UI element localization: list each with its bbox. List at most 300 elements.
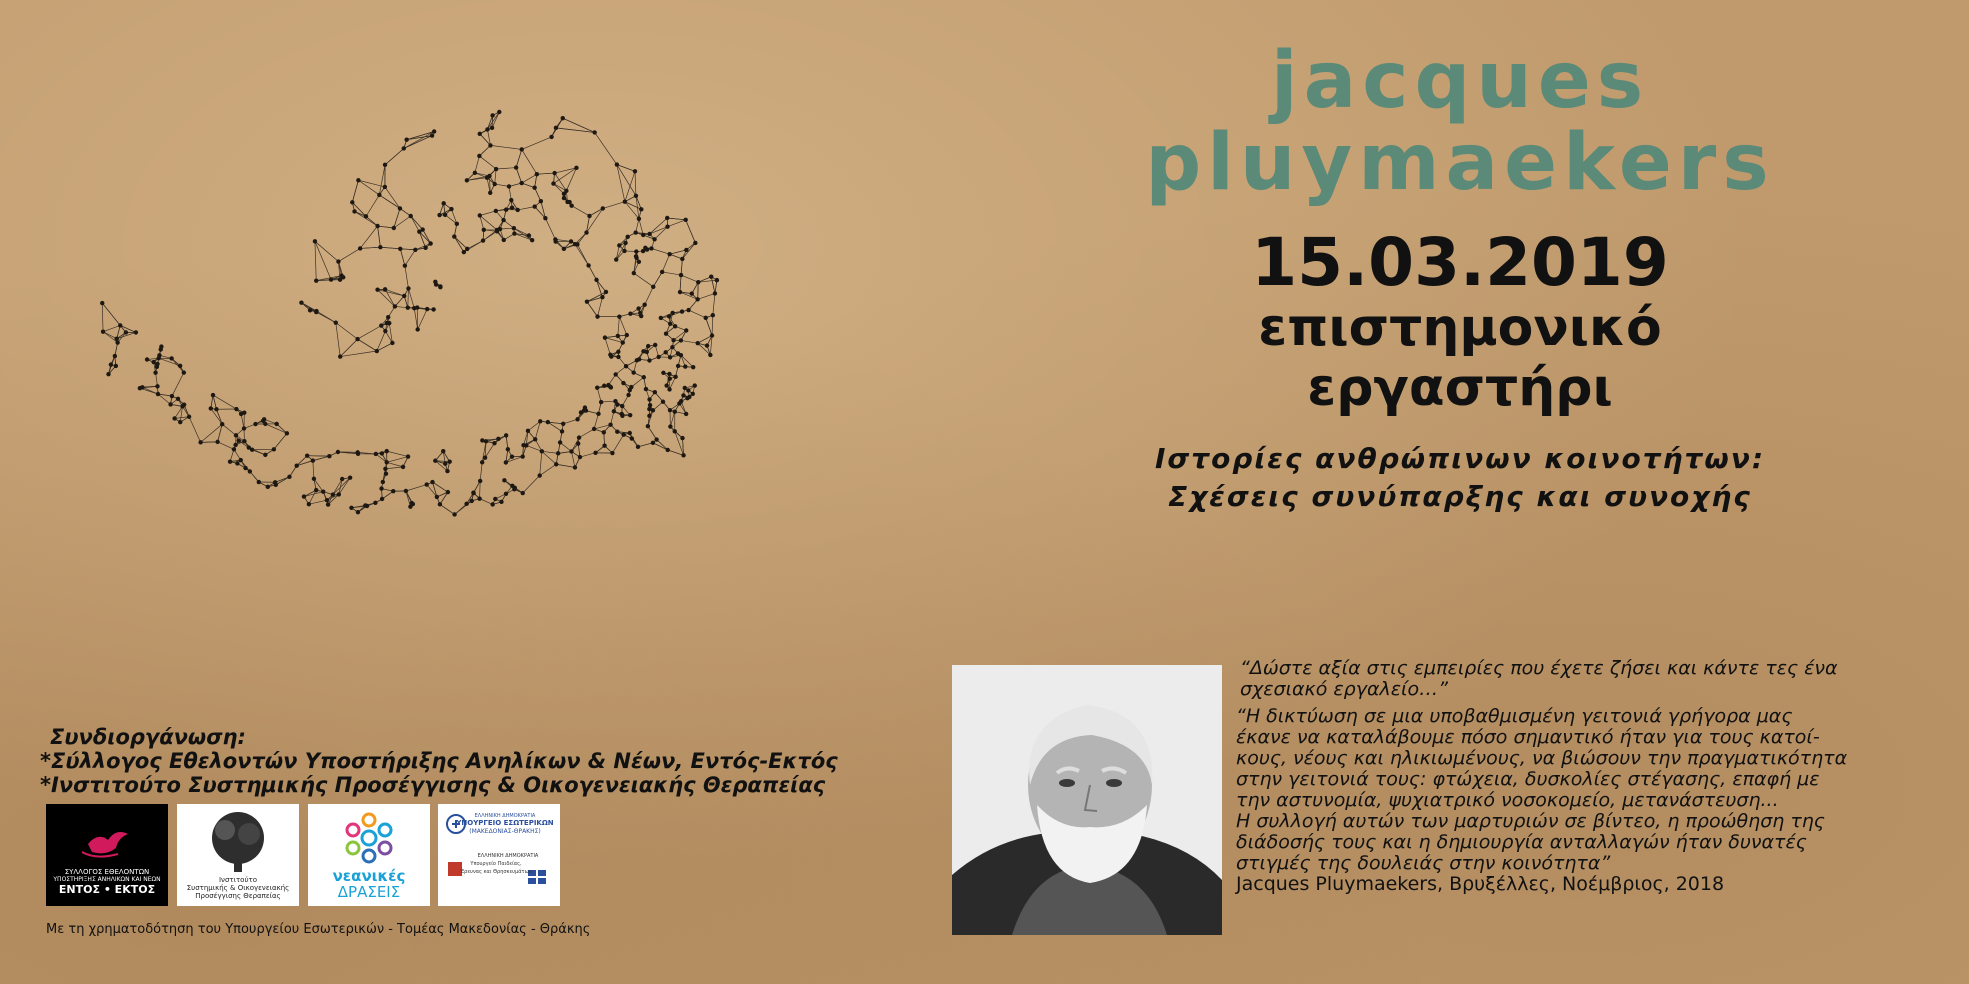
network-node xyxy=(262,417,266,421)
network-node xyxy=(642,375,646,379)
network-node xyxy=(234,407,238,411)
entos-ektos-line-2: ΥΠΟΣΤΗΡΙΞΗΣ ΑΝΗΛΙΚΩΝ ΚΑΙ ΝΕΩΝ xyxy=(53,876,161,883)
network-node xyxy=(708,353,712,357)
network-node xyxy=(380,497,384,501)
network-node xyxy=(693,241,697,245)
network-node xyxy=(381,480,385,484)
network-node xyxy=(690,291,694,295)
network-node xyxy=(670,311,674,315)
ministry-line-2: ΥΠΟΥΡΓΕΙΟ ΕΣΩΤΕΡΙΚΩΝ xyxy=(456,819,554,827)
network-node xyxy=(242,439,246,443)
network-node xyxy=(228,459,232,463)
network-node xyxy=(575,417,579,421)
network-node xyxy=(612,409,616,413)
network-node xyxy=(383,163,387,167)
network-node xyxy=(637,260,641,264)
network-node xyxy=(551,181,555,185)
network-node xyxy=(312,477,316,481)
network-node xyxy=(713,291,717,295)
network-node xyxy=(115,337,119,341)
co-organization xyxy=(40,725,838,797)
network-node xyxy=(329,277,333,281)
quote-signature: Jacques Pluymaekers, Βρυξέλλες, Νοέμβριος, 2018 xyxy=(1236,873,1725,895)
network-node xyxy=(214,407,218,411)
network-node xyxy=(488,191,492,195)
quote-line: Η συλλογή αυτών των μαρτυριών σε βίντεο, η προώθηση της xyxy=(1236,810,1825,832)
institute-line-2: Συστημικής & Οικογενειακής xyxy=(186,884,290,892)
network-node xyxy=(633,169,637,173)
network-node xyxy=(526,429,530,433)
subtitle-line-2: Σχέσεις συνύπαρξης και συνοχής xyxy=(1168,480,1752,513)
network-node xyxy=(647,397,651,401)
network-node xyxy=(423,246,427,250)
network-node xyxy=(469,499,473,503)
network-node xyxy=(556,451,560,455)
network-node xyxy=(109,362,113,366)
network-node xyxy=(452,234,456,238)
network-node xyxy=(552,171,556,175)
network-node xyxy=(385,460,389,464)
network-node xyxy=(386,315,390,319)
event-type-line-2: εργαστήρι xyxy=(1307,358,1613,418)
network-node xyxy=(553,237,557,241)
network-node xyxy=(710,333,714,337)
network-node xyxy=(253,422,257,426)
network-node xyxy=(634,194,638,198)
network-node xyxy=(401,465,405,469)
network-node xyxy=(634,230,638,234)
network-node xyxy=(569,449,573,453)
network-node xyxy=(445,469,449,473)
subtitle-line-1: Ιστορίες ανθρώπινων κοινοτήτων: xyxy=(1154,442,1766,475)
network-node xyxy=(603,335,607,339)
network-node xyxy=(594,278,598,282)
network-node xyxy=(124,330,128,334)
network-node xyxy=(695,297,699,301)
network-node xyxy=(561,422,565,426)
network-node xyxy=(670,345,674,349)
quote-line: διάδοσής τους και η δημιουργία ανταλλαγών ήταν δυνατές xyxy=(1236,831,1807,853)
network-node xyxy=(443,462,447,466)
network-node xyxy=(654,437,658,441)
network-node xyxy=(709,275,713,279)
network-node xyxy=(384,472,388,476)
network-node xyxy=(715,278,719,282)
network-node xyxy=(220,422,224,426)
network-node xyxy=(235,461,239,465)
network-node xyxy=(379,323,383,327)
quote-intro: “Δώστε αξία στις εμπειρίες που έχετε ζήσει και κάντε τες ένα σχεσιακό εργαλείο…” xyxy=(1240,657,1838,700)
network-node xyxy=(106,372,110,376)
network-node xyxy=(356,178,360,182)
network-node xyxy=(243,466,247,470)
network-node xyxy=(492,182,496,186)
network-node xyxy=(488,143,492,147)
network-node xyxy=(433,459,437,463)
network-node xyxy=(352,209,356,213)
network-node xyxy=(115,340,119,344)
network-node xyxy=(477,496,481,500)
network-node xyxy=(287,475,291,479)
network-node xyxy=(263,453,267,457)
network-node xyxy=(665,224,669,228)
network-node xyxy=(385,449,389,453)
network-node xyxy=(504,207,508,211)
network-node xyxy=(530,238,534,242)
network-node xyxy=(628,431,632,435)
network-node xyxy=(683,386,687,390)
event-subtitle xyxy=(1050,440,1870,516)
network-node xyxy=(415,305,419,309)
network-node xyxy=(621,381,625,385)
network-node xyxy=(499,500,503,504)
network-node xyxy=(331,492,335,496)
co-organizer-1: *Σύλλογος Εθελοντών Υποστήριξης Ανηλίκων & Νέων, Εντός-Εκτός xyxy=(40,749,838,773)
network-node xyxy=(704,316,708,320)
network-node xyxy=(565,200,569,204)
network-node xyxy=(305,453,309,457)
network-node xyxy=(678,290,682,294)
network-node xyxy=(512,231,516,235)
network-node xyxy=(538,419,542,423)
network-node xyxy=(434,282,438,286)
network-node xyxy=(446,490,450,494)
network-node xyxy=(628,312,632,316)
network-node xyxy=(616,355,620,359)
network-node xyxy=(668,322,672,326)
network-node xyxy=(653,390,657,394)
network-node xyxy=(512,226,516,230)
network-node xyxy=(651,408,655,412)
network-node xyxy=(676,351,680,355)
network-node xyxy=(478,213,482,217)
event-type xyxy=(1050,298,1870,418)
network-node xyxy=(639,207,643,211)
co-organization-heading: Συνδιοργάνωση: xyxy=(50,725,246,749)
network-node xyxy=(626,393,630,397)
ministry-logo xyxy=(438,804,560,906)
network-node xyxy=(623,200,627,204)
network-node xyxy=(514,165,518,169)
network-node xyxy=(242,426,246,430)
network-node xyxy=(478,132,482,136)
network-node xyxy=(398,206,402,210)
network-node xyxy=(649,246,653,250)
network-node xyxy=(145,357,149,361)
network-node xyxy=(637,357,641,361)
network-node xyxy=(169,356,173,360)
network-node xyxy=(430,133,434,137)
network-node xyxy=(623,241,627,245)
network-node xyxy=(425,307,429,311)
network-node xyxy=(686,308,690,312)
network-node xyxy=(573,465,577,469)
network-node xyxy=(622,249,626,253)
network-node xyxy=(696,341,700,345)
network-node xyxy=(693,383,697,387)
network-node xyxy=(375,224,379,228)
network-node xyxy=(673,324,677,328)
network-node xyxy=(473,171,477,175)
network-node xyxy=(155,362,159,366)
network-node xyxy=(409,214,413,218)
network-node xyxy=(584,230,588,234)
network-node xyxy=(424,482,428,486)
network-node xyxy=(647,232,651,236)
network-node xyxy=(257,480,261,484)
network-node xyxy=(408,505,412,509)
network-node xyxy=(519,181,523,185)
network-node xyxy=(574,166,578,170)
event-type-line-1: επιστημονικό xyxy=(1258,298,1662,358)
network-node xyxy=(178,364,182,368)
network-node xyxy=(379,486,383,490)
network-node xyxy=(632,271,636,275)
network-node xyxy=(696,280,700,284)
speaker-last-name: pluymaekers xyxy=(1145,118,1775,208)
network-node xyxy=(535,172,539,176)
network-node xyxy=(711,313,715,317)
network-node xyxy=(155,384,159,388)
network-node xyxy=(537,473,541,477)
network-node xyxy=(602,444,606,448)
network-node xyxy=(641,233,645,237)
network-node xyxy=(485,175,489,179)
network-node xyxy=(380,451,384,455)
network-node xyxy=(586,263,590,267)
network-node xyxy=(660,270,664,274)
network-node xyxy=(617,243,621,247)
network-node xyxy=(113,354,117,358)
network-node xyxy=(462,250,466,254)
speaker-quote xyxy=(1236,658,1926,895)
network-node xyxy=(151,360,155,364)
network-node xyxy=(383,329,387,333)
network-node xyxy=(665,216,669,220)
network-node xyxy=(485,127,489,131)
network-node xyxy=(683,218,687,222)
network-node xyxy=(646,344,650,348)
network-node xyxy=(337,492,341,496)
network-node xyxy=(393,304,397,308)
network-node xyxy=(615,162,619,166)
network-node xyxy=(484,439,488,443)
network-node xyxy=(614,257,618,261)
network-node xyxy=(600,295,604,299)
neanikes-line-2: ΔΡΑΣΕΙΣ xyxy=(337,883,401,901)
network-node xyxy=(239,458,243,462)
quote-line: στην γειτονιά τους: φτώχεια, δυσκολίες στέγασης, επαφή με xyxy=(1236,768,1820,790)
network-node xyxy=(443,213,447,217)
co-organizer-2: *Ινστιτούτο Συστημικής Προσέγγισης & Οικογενειακής Θεραπείας xyxy=(40,773,826,797)
network-node xyxy=(625,333,629,337)
network-node xyxy=(596,412,600,416)
network-node xyxy=(601,206,605,210)
network-node xyxy=(681,393,685,397)
network-node xyxy=(172,416,176,420)
network-node xyxy=(438,502,442,506)
network-node xyxy=(156,392,160,396)
network-node xyxy=(509,198,513,202)
network-node xyxy=(348,475,352,479)
network-node xyxy=(101,329,105,333)
network-node xyxy=(341,275,345,279)
network-node xyxy=(334,320,338,324)
network-node xyxy=(691,392,695,396)
network-node xyxy=(578,455,582,459)
quote-line: στιγμές της δουλειάς στην κοινότητα” xyxy=(1236,852,1611,874)
network-node xyxy=(652,237,656,241)
network-node xyxy=(170,394,174,398)
network-node xyxy=(668,377,672,381)
network-node xyxy=(554,126,558,130)
network-node xyxy=(266,485,270,489)
network-node xyxy=(187,415,191,419)
network-node xyxy=(532,204,536,208)
network-node xyxy=(506,447,510,451)
network-node xyxy=(651,441,655,445)
network-node xyxy=(307,502,311,506)
network-node xyxy=(653,343,657,347)
network-node xyxy=(350,200,354,204)
network-node xyxy=(533,437,537,441)
network-node xyxy=(114,364,118,368)
network-node xyxy=(680,257,684,261)
network-node xyxy=(691,365,695,369)
network-node xyxy=(673,429,677,433)
network-node xyxy=(668,424,672,428)
network-node xyxy=(569,239,573,243)
network-node xyxy=(621,340,625,344)
network-node xyxy=(274,422,278,426)
network-node xyxy=(420,227,424,231)
entos-ektos-logo xyxy=(46,804,168,906)
institute-line-3: Προσέγγισης Θεραπείας xyxy=(195,892,281,900)
network-node xyxy=(610,451,614,455)
network-node xyxy=(592,130,596,134)
network-node xyxy=(441,201,445,205)
network-node xyxy=(684,248,688,252)
network-node xyxy=(628,413,632,417)
network-node xyxy=(582,408,586,412)
network-node xyxy=(391,489,395,493)
network-node xyxy=(159,344,163,348)
network-node xyxy=(576,441,580,445)
network-node xyxy=(402,294,406,298)
network-node xyxy=(492,441,496,445)
institute-line-1: Ινστιτούτο xyxy=(218,876,258,884)
network-node xyxy=(683,364,687,368)
network-node xyxy=(634,249,638,253)
network-node xyxy=(118,323,122,327)
network-node xyxy=(686,388,690,392)
network-node xyxy=(211,393,215,397)
ministry-line-1: ΕΛΛΗΝΙΚΗ ΔΗΜΟΚΡΑΤΙΑ xyxy=(474,813,536,819)
network-node xyxy=(587,214,591,218)
network-node xyxy=(495,228,499,232)
network-node xyxy=(313,239,317,243)
network-node xyxy=(336,450,340,454)
network-node xyxy=(358,246,362,250)
network-node xyxy=(502,478,506,482)
network-node xyxy=(233,443,237,447)
network-node xyxy=(613,372,617,376)
network-node xyxy=(646,424,650,428)
network-node xyxy=(664,383,668,387)
network-node xyxy=(138,386,142,390)
network-node xyxy=(539,199,543,203)
network-node xyxy=(299,300,303,304)
network-node xyxy=(415,327,419,331)
quote-line: την αστυνομία, ψυχιατρικό νοσοκομείο, μετανάστευση... xyxy=(1236,789,1779,811)
network-node xyxy=(521,491,525,495)
network-node xyxy=(383,467,387,471)
network-node xyxy=(373,501,377,505)
network-node xyxy=(464,502,468,506)
network-node xyxy=(375,349,379,353)
network-node xyxy=(302,494,306,498)
network-node xyxy=(336,259,340,263)
ministry-line-5: Υπουργείο Παιδείας, xyxy=(470,861,522,867)
network-node xyxy=(575,242,579,246)
network-node xyxy=(295,464,299,468)
network-node xyxy=(628,388,632,392)
network-node xyxy=(432,129,436,133)
network-node xyxy=(496,437,500,441)
network-node xyxy=(338,354,342,358)
globe-in-hand-network-illustration xyxy=(90,60,890,680)
network-node xyxy=(626,235,630,239)
network-node xyxy=(326,502,330,506)
network-node xyxy=(430,480,434,484)
quote-line: “Η δικτύωση σε μια υποβαθμισμένη γειτονιά γρήγορα μας xyxy=(1236,705,1793,727)
network-node xyxy=(501,218,505,222)
network-node xyxy=(639,314,643,318)
network-node xyxy=(554,462,558,466)
network-node xyxy=(273,480,277,484)
network-node xyxy=(641,349,645,353)
network-node xyxy=(602,430,606,434)
network-node xyxy=(666,448,670,452)
network-node xyxy=(558,440,562,444)
network-node xyxy=(687,395,691,399)
network-node xyxy=(648,403,652,407)
network-node xyxy=(668,355,672,359)
network-node xyxy=(561,116,565,120)
network-node xyxy=(549,135,553,139)
network-node xyxy=(615,429,619,433)
network-node xyxy=(681,453,685,457)
network-node xyxy=(684,328,688,332)
network-node xyxy=(636,306,640,310)
network-node xyxy=(613,399,617,403)
event-date: 15.03.2019 xyxy=(1251,224,1669,301)
network-node xyxy=(383,287,387,291)
network-node xyxy=(634,254,638,258)
network-node xyxy=(392,226,396,230)
network-node xyxy=(667,252,671,256)
network-node xyxy=(455,222,459,226)
network-node xyxy=(593,451,597,455)
network-node xyxy=(673,375,677,379)
network-node xyxy=(504,492,508,496)
network-node xyxy=(402,146,406,150)
network-node xyxy=(527,233,531,237)
network-node xyxy=(507,184,511,188)
network-node xyxy=(480,460,484,464)
speaker-name xyxy=(1050,36,1870,208)
network-node xyxy=(452,512,456,516)
